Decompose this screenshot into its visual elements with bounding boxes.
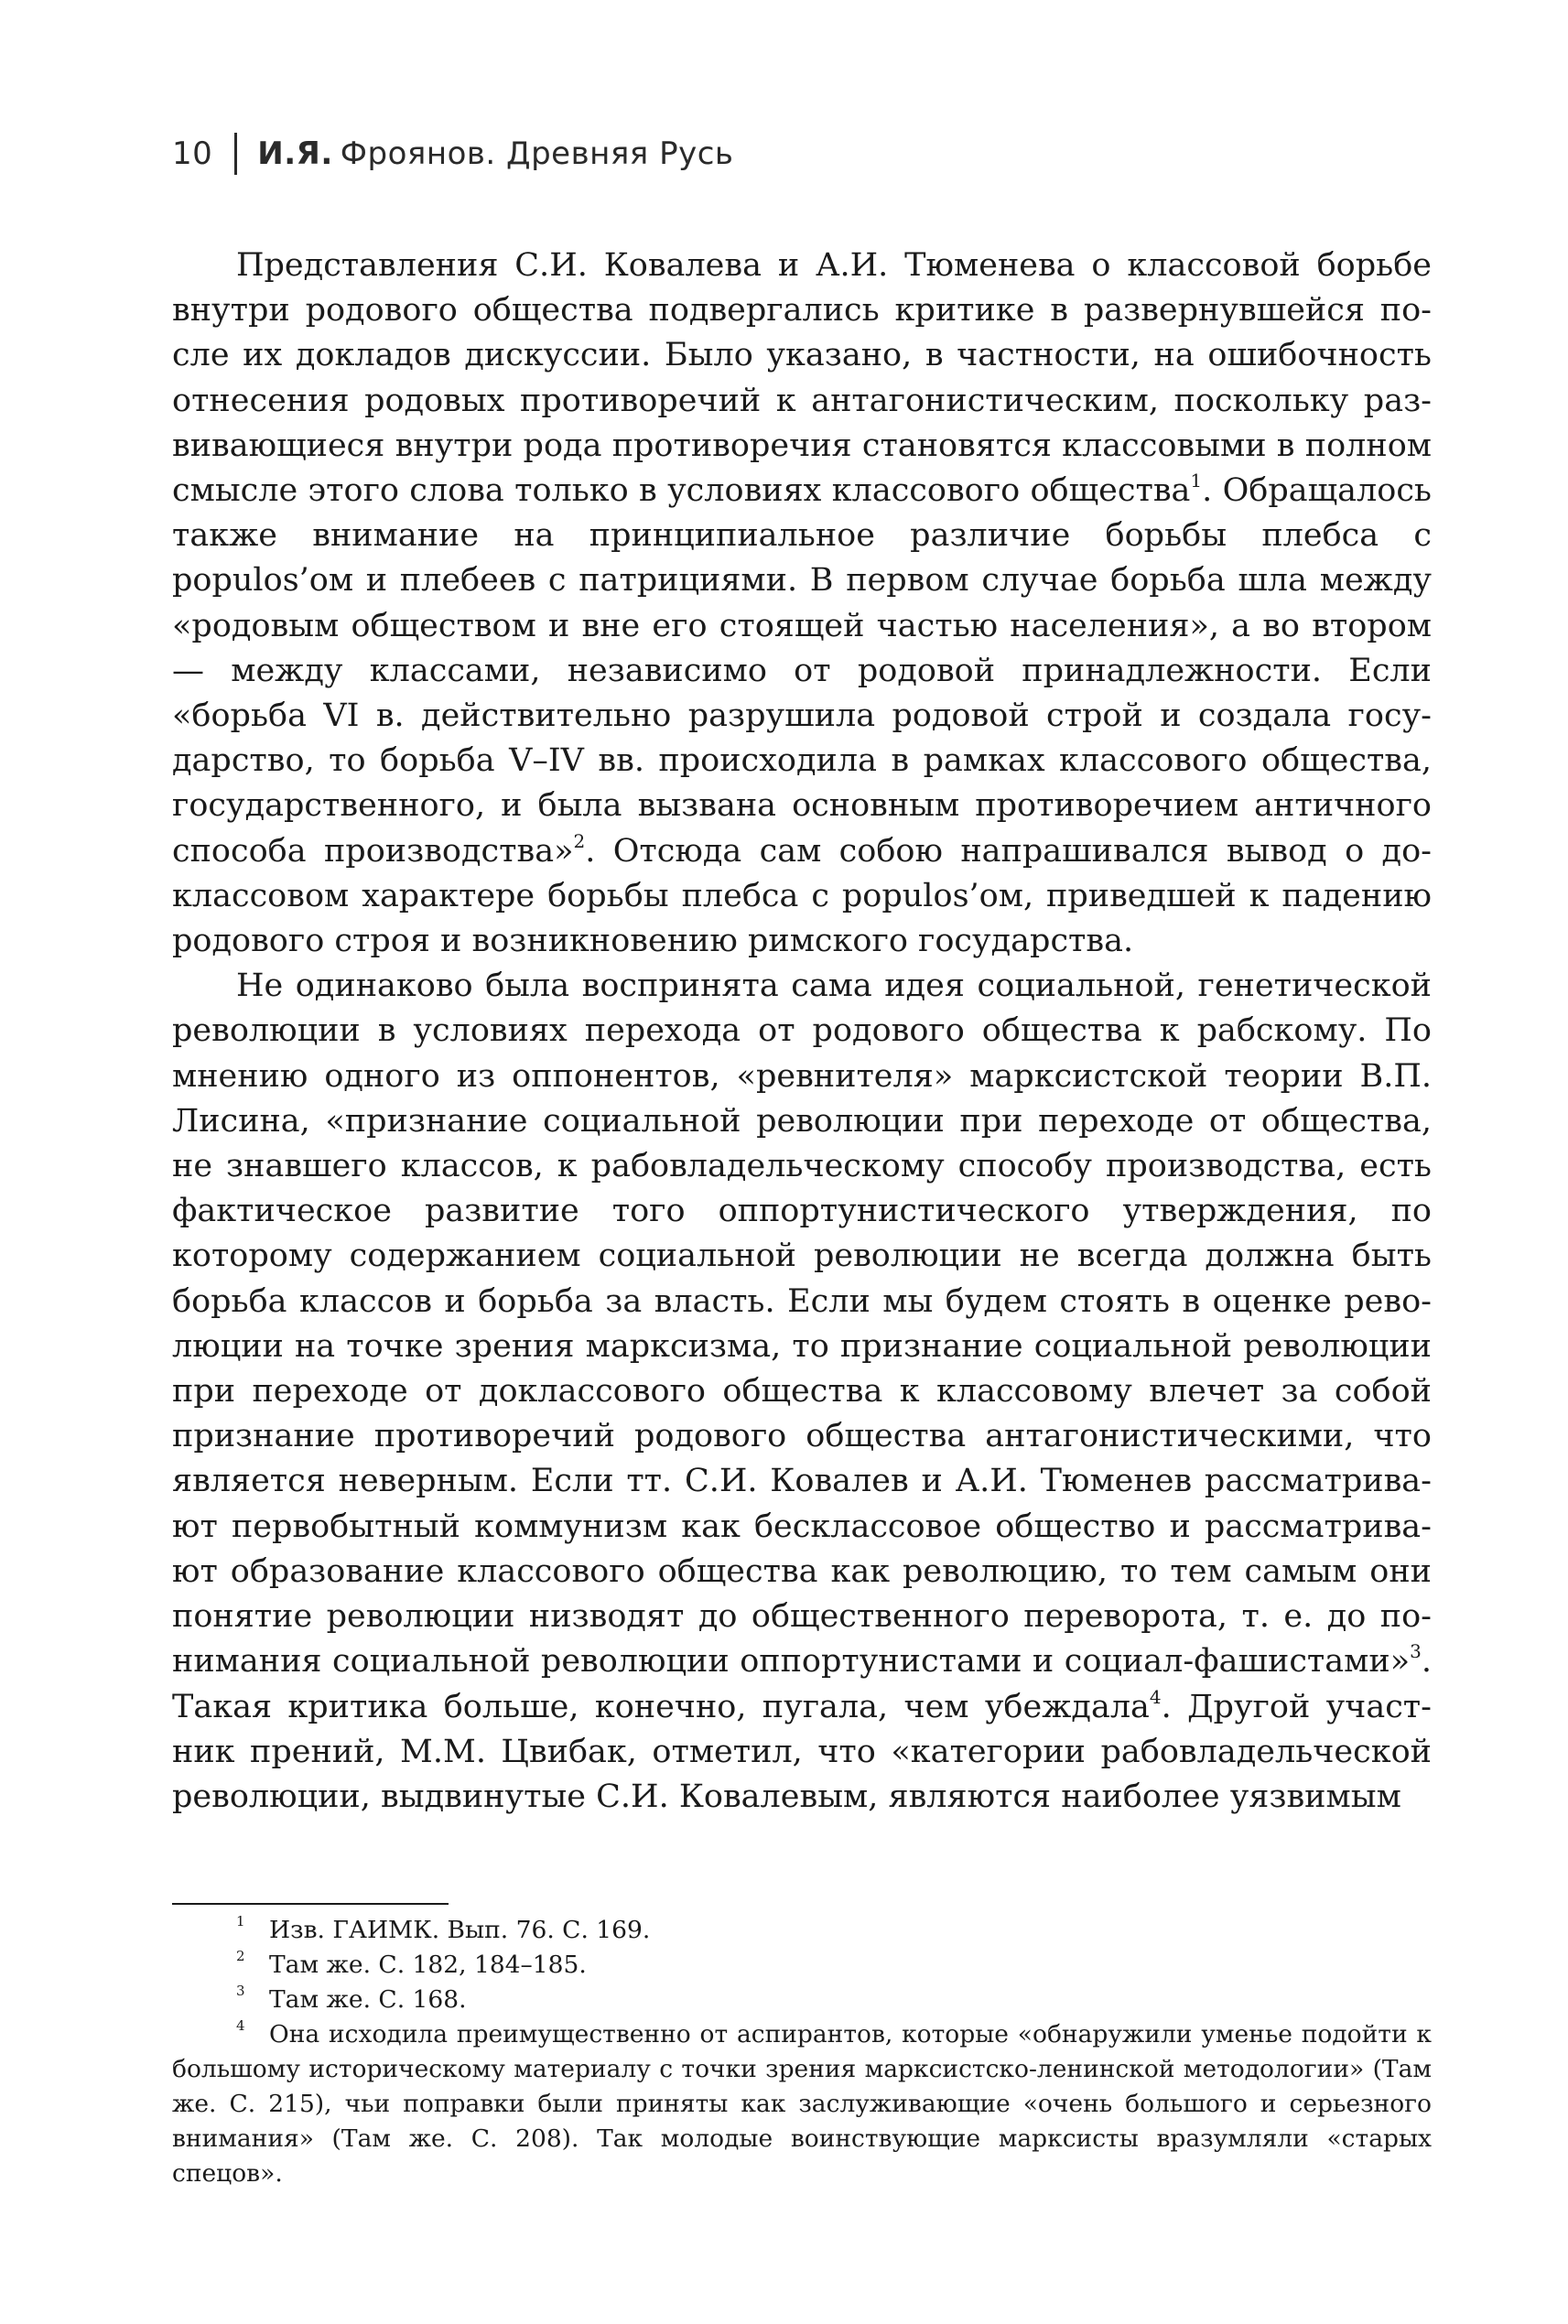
header-title: Фроянов. Древняя Русь	[340, 135, 734, 172]
paragraph-text: Представления С.И. Ковалева и А.И. Тюменева о классовой борьбе внутри родового общества подвергались критике в развернувшейся после их докладов дискуссии. Было указано, в частности, на ошибочность отнесения родовых противоречий к антагонистическим, поскольку развивающиеся внутри рода противоречия становятся классовыми в полном смысле этого слова только в условиях классового общества	[172, 247, 1432, 510]
footnote-4: 4 Она исходила преимущественно от аспирантов, которые «обнаружили уменье подойти к большому историческому материалу с точки зрения марксистско-ленинской методологии» (Там же. С. 215), чьи поправки были приняты как заслуживающие «очень большого и серьезного внимания» (Там же. С. 208). Так молодые воинствующие марксисты вразумляли «старых спецов».	[172, 2017, 1432, 2188]
paragraph-text: Не одинаково была воспринята сама идея социальной, генетической революции в условиях перехода от родового общества к рабскому. По мнению одного из оппонентов, «ревнителя» марксистской теории В.П. Лисина, «признание социальной революции при переходе от общества, не знавшего классов, к рабовладельческому способу производства, есть фактическое развитие того оппортунистического утверждения, по которому содержанием социальной революции не всегда должна быть борьба классов и борьба за власть. Если мы будем стоять в оценке революции на точке зрения марксизма, то признание социальной революции при переходе от доклассового общества к классовому влечет за собой признание противоречий родового общества антагонистическими, что является неверным. Если тт. С.И. Ковалев и А.И. Тюменев рассматривают первобытный коммунизм как бесклассовое общество и рассматривают образование классового общества как революцию, то тем самым они понятие революции низводят до общественного переворота, т. е. до понимания социальной революции оппортунистами и социал-фашистами»	[172, 967, 1432, 1681]
paragraph-text: . Такая критика больше, конечно, пугала, чем убеждала	[172, 1643, 1432, 1725]
footnote-ref-3: 3	[1410, 1640, 1422, 1663]
footnote-divider	[172, 1903, 449, 1905]
header-separator	[234, 133, 237, 175]
footnote-1: 1 Изв. ГАИМК. Вып. 76. С. 169.	[236, 1913, 651, 1944]
footnote-ref-2: 2	[573, 829, 586, 852]
footnote-ref-4: 4	[1149, 1685, 1162, 1708]
paragraph-text: . Обращалось также внимание на принципиальное различие борьбы плебса с populos’ом и плебеев с патрициями. В первом случае борьба шла между «родовым обществом и вне его стоящей частью населения», а во втором — между классами, независимо от родовой принадлежности. Если «борьба VI в. действительно разрушила родовой строй и создала государство, то борьба V–IV вв. происходила в рамках классового общества, государственного, и была вызвана основным противоречием античного способа производства»	[172, 472, 1432, 870]
footnote-text: Она исходила преимущественно от аспирантов, которые «обнаружили уменье подойти к большому историческому материалу с точки зрения марксистско-ленинской методологии» (Там же. С. 215), чьи поправки были приняты как заслуживающие «очень большого и серьезного внимания» (Там же. С. 208). Так молодые воинствующие марксисты вразумляли «старых спецов».	[172, 2020, 1432, 2188]
footnote-text: Изв. ГАИМК. Вып. 76. С. 169.	[269, 1916, 651, 1944]
footnote-ref-1: 1	[1190, 470, 1203, 492]
paragraph-text: . Другой участник прений, М.М. Цвибак, отметил, что «категории рабовладельческой революции, выдвинутые С.И. Ковалевым, являются наиболее уязвимым	[172, 1688, 1432, 1815]
footnote-text: Там же. С. 182, 184–185.	[269, 1951, 587, 1979]
footnote-3: 3 Там же. С. 168.	[236, 1983, 467, 2014]
footnote-text: Там же. С. 168.	[269, 1985, 467, 2014]
footnotes	[172, 1913, 1432, 2191]
footnote-2: 2 Там же. С. 182, 184–185.	[236, 1948, 587, 1979]
paragraph-text: . Отсюда сам собою напрашивался вывод о доклассовом характере борьбы плебса с populos’ом, приведшей к падению родового строя и возникновению римского государства.	[172, 832, 1432, 960]
page-number: 10	[172, 135, 213, 172]
paragraph-2	[172, 964, 1432, 1820]
main-text	[172, 243, 1432, 1820]
header-author: И.Я.	[257, 135, 333, 172]
running-head	[172, 128, 733, 179]
paragraph-1	[172, 243, 1432, 964]
